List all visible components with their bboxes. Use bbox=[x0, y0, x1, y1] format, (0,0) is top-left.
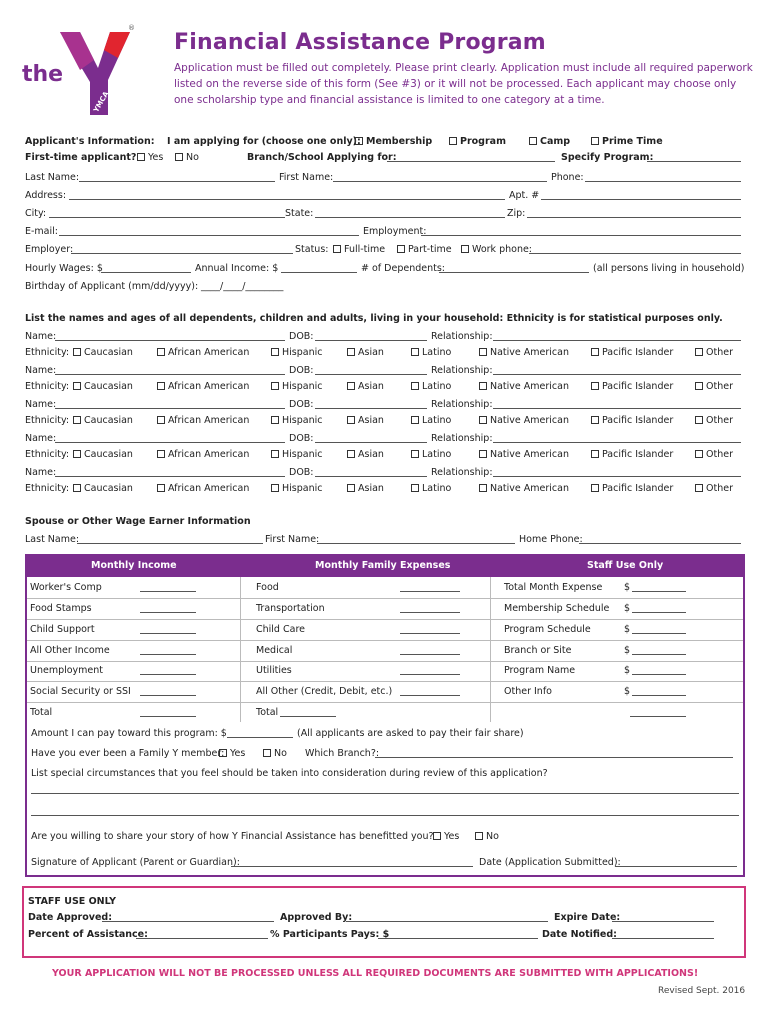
household-dob-label: DOB: bbox=[289, 399, 314, 410]
ethnicity-checkbox[interactable] bbox=[73, 416, 81, 424]
expense-label: Food bbox=[256, 582, 279, 593]
ethnicity-option[interactable]: African American bbox=[157, 347, 249, 358]
member-yes[interactable]: Yes bbox=[219, 748, 245, 759]
income-field[interactable] bbox=[140, 603, 196, 613]
work-phone: Work phone: bbox=[461, 244, 532, 255]
ethnicity-option[interactable]: Pacific Islander bbox=[591, 449, 673, 460]
household-dob-field[interactable] bbox=[315, 467, 427, 477]
branch-field[interactable] bbox=[387, 152, 555, 162]
ethnicity-checkbox[interactable] bbox=[157, 416, 165, 424]
full-time-checkbox[interactable] bbox=[333, 245, 341, 253]
ethnicity-option[interactable]: Native American bbox=[479, 347, 569, 358]
special-line-2[interactable] bbox=[31, 806, 739, 816]
spouse-heading: Spouse or Other Wage Earner Information bbox=[25, 516, 251, 527]
option-membership[interactable]: Membership bbox=[355, 136, 432, 147]
household-dob-field[interactable] bbox=[315, 331, 427, 341]
footer-warning: YOUR APPLICATION WILL NOT BE PROCESSED UNLESS ALL REQUIRED DOCUMENTS ARE SUBMITTED WITH APPLICATIONS! bbox=[52, 968, 699, 979]
ethnicity-option[interactable]: Native American bbox=[479, 381, 569, 392]
ethnicity-checkbox[interactable] bbox=[271, 348, 279, 356]
staff-dollar: $ bbox=[624, 603, 631, 614]
date-submitted-field[interactable] bbox=[615, 857, 737, 867]
household-heading: List the names and ages of all dependents, children and adults, living in your household: Ethnicity is for statistical purposes only. bbox=[25, 313, 723, 324]
staff-dollar: $ bbox=[624, 645, 631, 656]
table-row-divider bbox=[27, 661, 743, 662]
program-checkbox[interactable] bbox=[449, 137, 457, 145]
amount-field[interactable] bbox=[227, 728, 293, 738]
income-label: Social Security or SSI bbox=[30, 686, 131, 697]
household-name-field[interactable] bbox=[55, 467, 285, 477]
spouse-last-name-label: Last Name: bbox=[25, 534, 80, 545]
percent-label: Percent of Assistance: bbox=[28, 929, 148, 940]
expire-date-field[interactable] bbox=[612, 912, 714, 922]
staff-field[interactable] bbox=[632, 665, 686, 675]
approved-by-label: Approved By: bbox=[280, 912, 353, 923]
income-label: Child Support bbox=[30, 624, 95, 635]
ethnicity-option[interactable]: Other bbox=[695, 347, 733, 358]
ethnicity-checkbox[interactable] bbox=[411, 416, 419, 424]
signature-field[interactable] bbox=[231, 857, 473, 867]
income-label: Total bbox=[30, 707, 53, 718]
financial-box-header bbox=[25, 554, 745, 577]
staff-field[interactable] bbox=[632, 686, 686, 696]
ethnicity-option[interactable]: Latino bbox=[411, 381, 451, 392]
expense-field[interactable] bbox=[400, 624, 460, 634]
household-relationship-field[interactable] bbox=[493, 331, 741, 341]
ethnicity-checkbox[interactable] bbox=[157, 382, 165, 390]
signature-label: Signature of Applicant (Parent or Guardian): bbox=[31, 857, 240, 868]
ethnicity-checkbox[interactable] bbox=[73, 450, 81, 458]
ethnicity-checkbox[interactable] bbox=[695, 382, 703, 390]
ethnicity-checkbox[interactable] bbox=[73, 484, 81, 492]
household-name-label: Name: bbox=[25, 331, 57, 342]
ethnicity-option[interactable]: Pacific Islander bbox=[591, 347, 673, 358]
first-time-yes[interactable]: Yes bbox=[137, 152, 163, 163]
table-row-divider bbox=[27, 702, 743, 703]
income-field[interactable] bbox=[140, 686, 196, 696]
date-notified-label: Date Notified: bbox=[542, 929, 617, 940]
expense-label: All Other (Credit, Debit, etc.) bbox=[256, 686, 393, 697]
ethnicity-option[interactable]: African American bbox=[157, 381, 249, 392]
ethnicity-checkbox[interactable] bbox=[695, 484, 703, 492]
birthday-label: Birthday of Applicant (mm/dd/yyyy): bbox=[25, 281, 199, 292]
spouse-first-name-field[interactable] bbox=[317, 534, 515, 544]
city-label: City: bbox=[25, 208, 47, 219]
ethnicity-option[interactable]: Asian bbox=[347, 381, 384, 392]
household-dob-label: DOB: bbox=[289, 365, 314, 376]
ethnicity-option[interactable]: Latino bbox=[411, 347, 451, 358]
staff-label: Program Name bbox=[504, 665, 576, 676]
share-no-checkbox[interactable] bbox=[475, 832, 483, 840]
member-label: Have you ever been a Family Y member: bbox=[31, 748, 225, 759]
share-label: Are you willing to share your story of how Y Financial Assistance has benefitted you? bbox=[31, 831, 434, 842]
income-field[interactable] bbox=[140, 582, 196, 592]
ethnicity-checkbox[interactable] bbox=[347, 484, 355, 492]
ethnicity-checkbox[interactable] bbox=[479, 416, 487, 424]
page-title: Financial Assistance Program bbox=[174, 30, 546, 55]
household-dob-field[interactable] bbox=[315, 365, 427, 375]
household-name-field[interactable] bbox=[55, 433, 285, 443]
percent-field[interactable] bbox=[136, 929, 268, 939]
last-name-label: Last Name: bbox=[25, 172, 80, 183]
household-name-label: Name: bbox=[25, 365, 57, 376]
ethnicity-option[interactable]: Caucasian bbox=[73, 347, 133, 358]
first-name-field[interactable] bbox=[333, 172, 547, 182]
ethnicity-option[interactable]: Latino bbox=[411, 415, 451, 426]
income-label: Worker's Comp bbox=[30, 582, 102, 593]
expire-date-label: Expire Date: bbox=[554, 912, 621, 923]
ethnicity-checkbox[interactable] bbox=[73, 382, 81, 390]
part-time-checkbox[interactable] bbox=[397, 245, 405, 253]
household-name-field[interactable] bbox=[55, 365, 285, 375]
first-time-no[interactable]: No bbox=[175, 152, 199, 163]
ethnicity-option[interactable]: Pacific Islander bbox=[591, 381, 673, 392]
expense-field[interactable] bbox=[400, 665, 460, 675]
income-label: All Other Income bbox=[30, 645, 110, 656]
special-circumstances-label: List special circumstances that you feel should be taken into consideration during review of this application? bbox=[31, 768, 548, 779]
branch-label: Branch/School Applying for: bbox=[247, 152, 397, 163]
apt-label: Apt. # bbox=[509, 190, 540, 201]
share-yes-checkbox[interactable] bbox=[433, 832, 441, 840]
camp-checkbox[interactable] bbox=[529, 137, 537, 145]
ethnicity-checkbox[interactable] bbox=[271, 484, 279, 492]
address-label: Address: bbox=[25, 190, 67, 201]
ethnicity-checkbox[interactable] bbox=[271, 450, 279, 458]
household-name-label: Name: bbox=[25, 433, 57, 444]
spouse-home-phone-field[interactable] bbox=[579, 534, 741, 544]
ethnicity-checkbox[interactable] bbox=[479, 484, 487, 492]
annual-income-label: Annual Income: $ bbox=[195, 263, 279, 274]
expense-label: Child Care bbox=[256, 624, 305, 635]
expense-label: Utilities bbox=[256, 665, 292, 676]
ethnicity-checkbox[interactable] bbox=[271, 416, 279, 424]
ethnicity-option[interactable]: Latino bbox=[411, 449, 451, 460]
employer-field[interactable] bbox=[71, 244, 293, 254]
staff-dollar: $ bbox=[624, 665, 631, 676]
zip-label: Zip: bbox=[507, 208, 526, 219]
ethnicity-option[interactable]: Caucasian bbox=[73, 415, 133, 426]
household-dob-label: DOB: bbox=[289, 331, 314, 342]
spouse-home-phone-label: Home Phone: bbox=[519, 534, 583, 545]
dependents-label: # of Dependents: bbox=[361, 263, 445, 274]
phone-label: Phone: bbox=[551, 172, 584, 183]
ethnicity-option[interactable]: Native American bbox=[479, 449, 569, 460]
ethnicity-checkbox[interactable] bbox=[347, 416, 355, 424]
spouse-first-name-label: First Name: bbox=[265, 534, 320, 545]
ethnicity-checkbox[interactable] bbox=[479, 450, 487, 458]
ethnicity-option[interactable]: Other bbox=[695, 381, 733, 392]
ethnicity-checkbox[interactable] bbox=[157, 348, 165, 356]
first-time-no-checkbox[interactable] bbox=[175, 153, 183, 161]
ethnicity-checkbox[interactable] bbox=[411, 484, 419, 492]
staff-label: Membership Schedule bbox=[504, 603, 610, 614]
ethnicity-option[interactable]: Caucasian bbox=[73, 449, 133, 460]
ethnicity-checkbox[interactable] bbox=[591, 416, 599, 424]
annual-income-field[interactable] bbox=[281, 263, 357, 273]
income-label: Unemployment bbox=[30, 665, 104, 676]
membership-checkbox[interactable] bbox=[355, 137, 363, 145]
city-field[interactable] bbox=[49, 208, 285, 218]
ethnicity-checkbox[interactable] bbox=[157, 450, 165, 458]
member-no-checkbox[interactable] bbox=[263, 749, 271, 757]
ethnicity-option[interactable]: Native American bbox=[479, 483, 569, 494]
staff-heading: STAFF USE ONLY bbox=[28, 896, 117, 907]
hourly-wages-field[interactable] bbox=[101, 263, 191, 273]
dependents-note: (all persons living in household) bbox=[593, 263, 745, 274]
ethnicity-option[interactable]: Hispanic bbox=[271, 381, 322, 392]
hourly-wages-label: Hourly Wages: $ bbox=[25, 263, 103, 274]
table-row-divider bbox=[27, 640, 743, 641]
expense-label: Medical bbox=[256, 645, 293, 656]
apt-field[interactable] bbox=[541, 190, 741, 200]
amount-label: Amount I can pay toward this program: $ bbox=[31, 728, 227, 739]
zip-field[interactable] bbox=[527, 208, 741, 218]
staff-field[interactable] bbox=[632, 603, 686, 613]
ethnicity-checkbox[interactable] bbox=[591, 450, 599, 458]
household-ethnicity-label: Ethnicity: bbox=[25, 415, 70, 426]
revised-date: Revised Sept. 2016 bbox=[658, 986, 746, 996]
first-time-yes-checkbox[interactable] bbox=[137, 153, 145, 161]
ethnicity-option[interactable]: Pacific Islander bbox=[591, 483, 673, 494]
income-field[interactable] bbox=[140, 665, 196, 675]
household-relationship-label: Relationship: bbox=[431, 467, 493, 478]
staff-field[interactable] bbox=[632, 582, 686, 592]
expense-field[interactable] bbox=[400, 645, 460, 655]
income-field[interactable] bbox=[140, 645, 196, 655]
table-row-divider bbox=[27, 598, 743, 599]
staff-label: Other Info bbox=[504, 686, 552, 697]
ethnicity-option[interactable]: Hispanic bbox=[271, 347, 322, 358]
ethnicity-option[interactable]: Asian bbox=[347, 449, 384, 460]
share-yes[interactable]: Yes bbox=[433, 831, 459, 842]
date-approved-field[interactable] bbox=[102, 912, 274, 922]
household-dob-label: DOB: bbox=[289, 433, 314, 444]
household-ethnicity-label: Ethnicity: bbox=[25, 347, 70, 358]
ethnicity-option[interactable]: Other bbox=[695, 415, 733, 426]
ethnicity-option[interactable]: Hispanic bbox=[271, 415, 322, 426]
ethnicity-option[interactable]: Caucasian bbox=[73, 381, 133, 392]
expense-total-label: Total bbox=[256, 707, 279, 718]
ethnicity-checkbox[interactable] bbox=[347, 382, 355, 390]
ethnicity-checkbox[interactable] bbox=[591, 484, 599, 492]
date-approved-label: Date Approved: bbox=[28, 912, 112, 923]
ethnicity-option[interactable]: Asian bbox=[347, 483, 384, 494]
household-name-field[interactable] bbox=[55, 399, 285, 409]
household-ethnicity-label: Ethnicity: bbox=[25, 449, 70, 460]
ethnicity-checkbox[interactable] bbox=[271, 382, 279, 390]
staff-use-box bbox=[22, 886, 746, 958]
member-yes-checkbox[interactable] bbox=[219, 749, 227, 757]
ethnicity-checkbox[interactable] bbox=[695, 416, 703, 424]
ethnicity-checkbox[interactable] bbox=[347, 348, 355, 356]
ethnicity-option[interactable]: African American bbox=[157, 415, 249, 426]
household-relationship-field[interactable] bbox=[493, 433, 741, 443]
ethnicity-option[interactable]: Hispanic bbox=[271, 483, 322, 494]
table-row-divider bbox=[27, 681, 743, 682]
specify-program-label: Specify Program: bbox=[561, 152, 654, 163]
ethnicity-checkbox[interactable] bbox=[591, 348, 599, 356]
staff-total-field[interactable] bbox=[630, 707, 686, 717]
household-relationship-label: Relationship: bbox=[431, 331, 493, 342]
which-branch-field[interactable] bbox=[375, 748, 733, 758]
participants-pays-label: % Participants Pays: $ bbox=[270, 929, 390, 940]
household-dob-field[interactable] bbox=[315, 433, 427, 443]
staff-label: Total Month Expense bbox=[504, 582, 603, 593]
header-staff-use: Staff Use Only bbox=[587, 560, 664, 571]
header-monthly-income: Monthly Income bbox=[91, 560, 177, 571]
household-ethnicity-label: Ethnicity: bbox=[25, 381, 70, 392]
ethnicity-checkbox[interactable] bbox=[411, 382, 419, 390]
expense-label: Transportation bbox=[256, 603, 325, 614]
staff-dollar: $ bbox=[624, 686, 631, 697]
ethnicity-checkbox[interactable] bbox=[695, 348, 703, 356]
household-name-field[interactable] bbox=[55, 331, 285, 341]
ethnicity-option[interactable]: Hispanic bbox=[271, 449, 322, 460]
household-ethnicity-label: Ethnicity: bbox=[25, 483, 70, 494]
ethnicity-checkbox[interactable] bbox=[411, 348, 419, 356]
participants-pays-field[interactable] bbox=[378, 929, 538, 939]
date-submitted-label: Date (Application Submitted): bbox=[479, 857, 621, 868]
household-relationship-label: Relationship: bbox=[431, 433, 493, 444]
status-full-time[interactable]: Full-time bbox=[333, 244, 385, 255]
status-label: Status: bbox=[295, 244, 329, 255]
work-phone-checkbox[interactable] bbox=[461, 245, 469, 253]
household-name-label: Name: bbox=[25, 399, 57, 410]
work-phone-field[interactable] bbox=[529, 244, 741, 254]
birthday-field[interactable]: ____/____/________ bbox=[201, 281, 284, 292]
approved-by-field[interactable] bbox=[346, 912, 548, 922]
ethnicity-checkbox[interactable] bbox=[695, 450, 703, 458]
ethnicity-option[interactable]: Asian bbox=[347, 347, 384, 358]
staff-field[interactable] bbox=[632, 624, 686, 634]
income-label: Food Stamps bbox=[30, 603, 92, 614]
staff-field[interactable] bbox=[632, 645, 686, 655]
ethnicity-option[interactable]: African American bbox=[157, 483, 249, 494]
expense-field[interactable] bbox=[400, 686, 460, 696]
ymca-logo bbox=[18, 20, 138, 120]
household-relationship-label: Relationship: bbox=[431, 399, 493, 410]
first-name-label: First Name: bbox=[279, 172, 334, 183]
staff-dollar: $ bbox=[624, 624, 631, 635]
option-camp[interactable]: Camp bbox=[529, 136, 570, 147]
ethnicity-checkbox[interactable] bbox=[73, 348, 81, 356]
staff-label: Program Schedule bbox=[504, 624, 591, 635]
share-no[interactable]: No bbox=[475, 831, 499, 842]
date-notified-field[interactable] bbox=[612, 929, 714, 939]
ethnicity-option[interactable]: Latino bbox=[411, 483, 451, 494]
household-dob-field[interactable] bbox=[315, 399, 427, 409]
option-prime-time[interactable]: Prime Time bbox=[591, 136, 663, 147]
ethnicity-option[interactable]: Other bbox=[695, 483, 733, 494]
header-monthly-expenses: Monthly Family Expenses bbox=[315, 560, 451, 571]
ethnicity-option[interactable]: Caucasian bbox=[73, 483, 133, 494]
applying-label: I am applying for (choose one only): bbox=[167, 136, 361, 147]
dependents-field[interactable] bbox=[439, 263, 589, 273]
status-part-time[interactable]: Part-time bbox=[397, 244, 452, 255]
amount-note: (All applicants are asked to pay their fair share) bbox=[297, 728, 524, 739]
ethnicity-checkbox[interactable] bbox=[347, 450, 355, 458]
state-field[interactable] bbox=[315, 208, 505, 218]
employment-label: Employment: bbox=[363, 226, 427, 237]
household-relationship-field[interactable] bbox=[493, 399, 741, 409]
household-relationship-label: Relationship: bbox=[431, 365, 493, 376]
address-field[interactable] bbox=[69, 190, 505, 200]
phone-field[interactable] bbox=[585, 172, 741, 182]
ethnicity-option[interactable]: Asian bbox=[347, 415, 384, 426]
ethnicity-checkbox[interactable] bbox=[411, 450, 419, 458]
income-field[interactable] bbox=[140, 707, 196, 717]
ethnicity-checkbox[interactable] bbox=[591, 382, 599, 390]
employment-field[interactable] bbox=[421, 226, 741, 236]
applicant-info-label: Applicant's Information: bbox=[25, 136, 155, 147]
spouse-last-name-field[interactable] bbox=[77, 534, 263, 544]
logo-the-text: the bbox=[22, 62, 64, 87]
expense-field[interactable] bbox=[400, 603, 460, 613]
option-program[interactable]: Program bbox=[449, 136, 506, 147]
special-line-1[interactable] bbox=[31, 784, 739, 794]
household-relationship-field[interactable] bbox=[493, 365, 741, 375]
email-field[interactable] bbox=[59, 226, 359, 236]
intro-text: Application must be filled out completely. Please print clearly. Application must include all required paperwork listed on the reverse side of this form (See #3) or it will not be processed. Each applicant may choose only one scholarship type and financial assistance is limited to one category at a time. bbox=[174, 62, 753, 106]
employer-label: Employer: bbox=[25, 244, 74, 255]
prime-time-checkbox[interactable] bbox=[591, 137, 599, 145]
last-name-field[interactable] bbox=[79, 172, 275, 182]
ethnicity-option[interactable]: African American bbox=[157, 449, 249, 460]
state-label: State: bbox=[285, 208, 314, 219]
household-dob-label: DOB: bbox=[289, 467, 314, 478]
ethnicity-option[interactable]: Native American bbox=[479, 415, 569, 426]
staff-label: Branch or Site bbox=[504, 645, 572, 656]
expense-total-field[interactable] bbox=[280, 707, 336, 717]
member-no[interactable]: No bbox=[263, 748, 287, 759]
which-branch-label: Which Branch?: bbox=[305, 748, 380, 759]
logo-ymca-text: YMCA bbox=[92, 90, 111, 114]
ethnicity-option[interactable]: Other bbox=[695, 449, 733, 460]
ethnicity-checkbox[interactable] bbox=[479, 348, 487, 356]
first-time-label: First-time applicant? bbox=[25, 152, 137, 163]
staff-dollar: $ bbox=[624, 582, 631, 593]
household-relationship-field[interactable] bbox=[493, 467, 741, 477]
specify-program-field[interactable] bbox=[647, 152, 741, 162]
expense-field[interactable] bbox=[400, 582, 460, 592]
income-field[interactable] bbox=[140, 624, 196, 634]
ethnicity-checkbox[interactable] bbox=[157, 484, 165, 492]
email-label: E-mail: bbox=[25, 226, 58, 237]
ethnicity-checkbox[interactable] bbox=[479, 382, 487, 390]
registered-mark: ® bbox=[128, 24, 135, 32]
table-row-divider bbox=[27, 619, 743, 620]
household-name-label: Name: bbox=[25, 467, 57, 478]
ethnicity-option[interactable]: Pacific Islander bbox=[591, 415, 673, 426]
